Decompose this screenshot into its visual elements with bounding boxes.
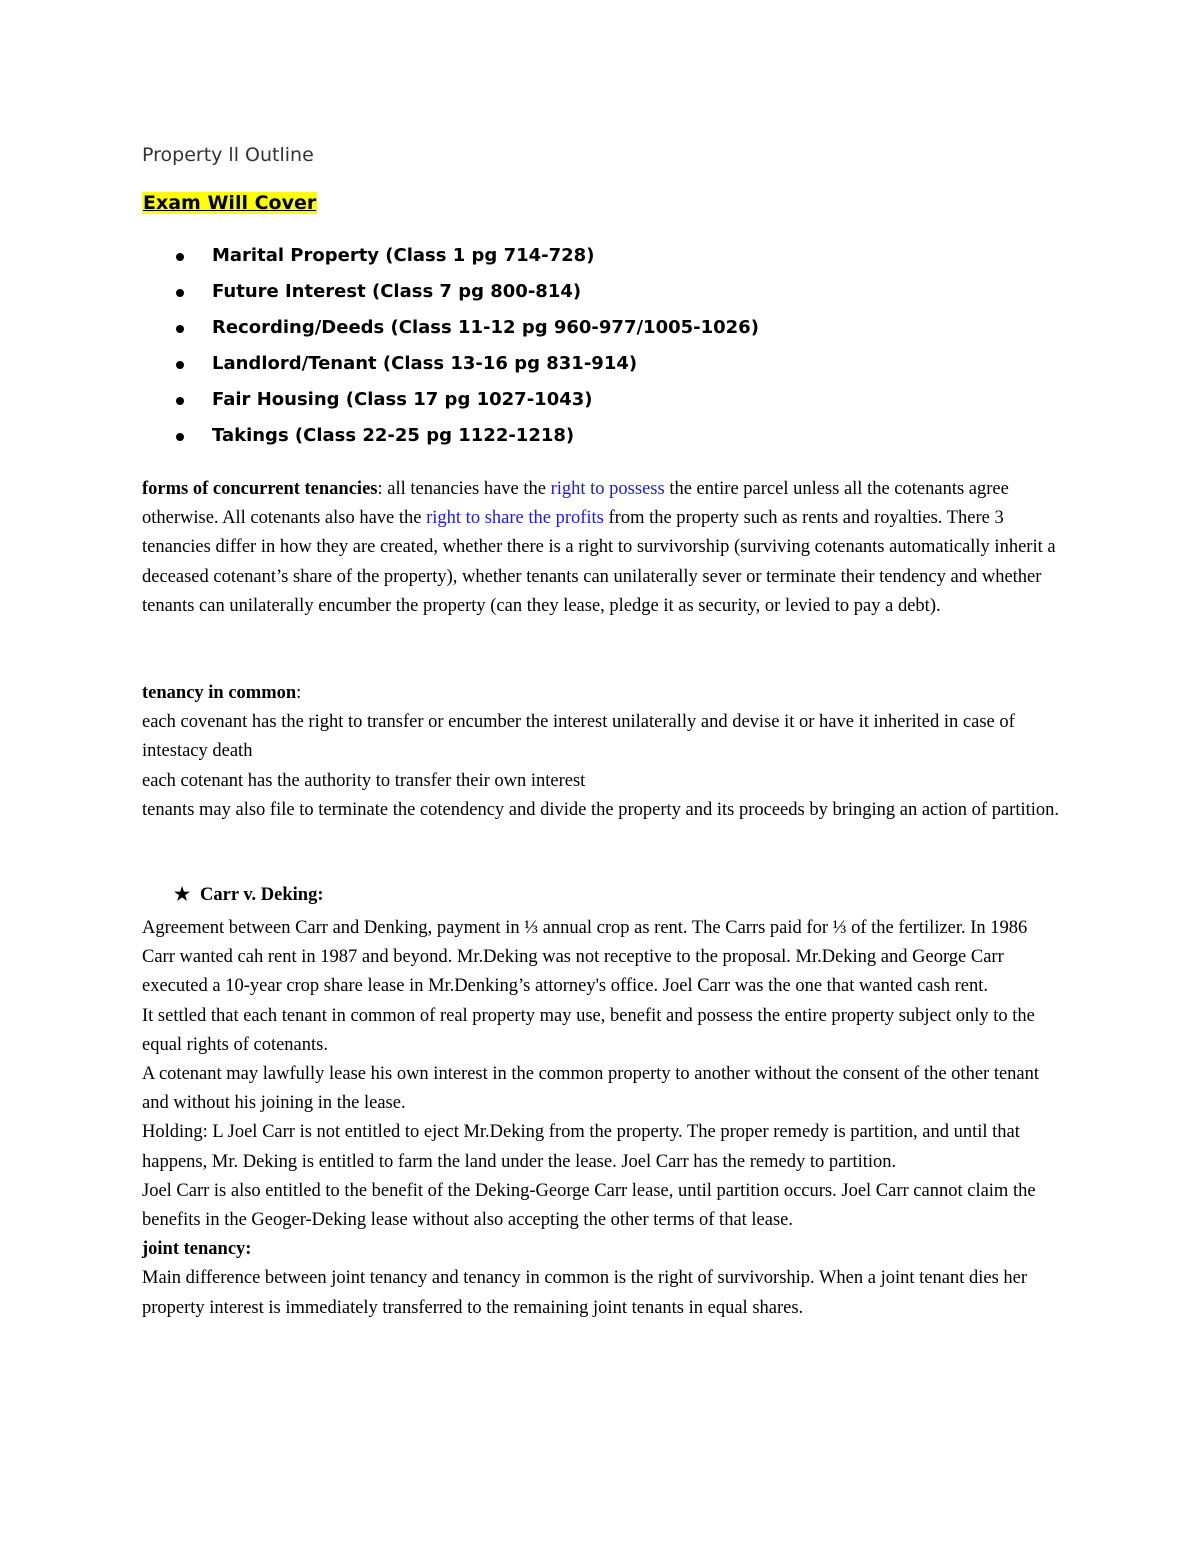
case-heading: [142, 884, 324, 906]
list-item: Marital Property (Class 1 pg 714-728): [142, 240, 759, 276]
tic-line: each cotenant has the authority to transfer their own interest: [142, 770, 586, 791]
list-item: Fair Housing (Class 17 pg 1027-1043): [142, 384, 759, 420]
concurrent-tenancies-paragraph: forms of concurrent tenancies: all tenancies have the right to possess the entire parcel unless all the cotenants agree otherwise. All cotenants also have the right to share the profits from the property such as rents and royalties. There 3 tenancies differ in how they are created, whether there is a right to survivorship (surviving cotenants automatically inherit a deceased cotenant’s share of the property), whether tenants can unilaterally sever or terminate their tendency and whether tenants can unilaterally encumber the property (can they lease, pledge it as security, or levied to pay a debt).: [142, 479, 1056, 616]
case-paragraph: Agreement between Carr and Denking, payment in ⅓ annual crop as rent. The Carrs paid for ⅓ of the fertilizer. In 1986 Carr wanted cah rent in 1987 and beyond. Mr.Deking was not receptive to the proposal. Mr.Deking and George Carr executed a 10-year crop share lease in Mr.Denking’s attorney's office. Joel Carr was the one that wanted cash rent.: [142, 918, 1028, 997]
star-icon: ★: [174, 884, 191, 904]
case-paragraph: A cotenant may lawfully lease his own interest in the common property to another without the consent of the other tenant and without his joining in the lease.: [142, 1064, 1040, 1114]
joint-tenancy-heading: joint tenancy:: [142, 1239, 252, 1260]
tenancy-in-common-heading: tenancy in common: [142, 683, 297, 703]
tic-line: each covenant has the right to transfer or encumber the interest unilaterally and devise it or have it inherited in case of intestacy death: [142, 712, 1015, 762]
list-item: Recording/Deeds (Class 11-12 pg 960-977/1005-1026): [142, 312, 759, 348]
list-item: Landlord/Tenant (Class 13-16 pg 831-914): [142, 348, 759, 384]
document-title: Property ll Outline: [142, 144, 314, 166]
concurrent-tenancies-term: forms of concurrent tenancies: [142, 479, 378, 499]
right-to-possess-highlight: right to possess: [550, 479, 665, 499]
exam-heading: [142, 192, 317, 214]
case-name: Carr v. Deking:: [200, 885, 324, 905]
tenancy-in-common-section: tenancy in common: each covenant has the right to transfer or encumber the interest unilaterally and devise it or have it inherited in case of intestacy death each cotenant has the authority to transfer their own interest tenants may also file to terminate the cotendency and divide the property and its proceeds by bringing an action of partition.: [142, 683, 1060, 820]
bullet-icon: [176, 253, 184, 261]
bullet-icon: [176, 433, 184, 441]
exam-topic-list: [142, 240, 759, 456]
exam-heading-text: Exam Will Cover: [143, 192, 317, 214]
list-item: Future Interest (Class 7 pg 800-814): [142, 276, 759, 312]
case-paragraph: It settled that each tenant in common of real property may use, benefit and possess the entire property subject only to the equal rights of cotenants.: [142, 1005, 1035, 1055]
bullet-icon: [176, 397, 184, 405]
bullet-icon: [176, 325, 184, 333]
case-paragraph: Holding: L Joel Carr is not entitled to eject Mr.Deking from the property. The proper remedy is partition, and until that happens, Mr. Deking is entitled to farm the land under the lease. Joel Carr has the remedy to partition.: [142, 1122, 1020, 1172]
bullet-icon: [176, 361, 184, 369]
list-item: Takings (Class 22-25 pg 1122-1218): [142, 420, 759, 456]
case-paragraph: Joel Carr is also entitled to the benefit of the Deking-George Carr lease, until partition occurs. Joel Carr cannot claim the benefits in the Geoger-Deking lease without also accepting the other terms of that lease.: [142, 1180, 1036, 1231]
right-to-share-profits-highlight: right to share the profits: [426, 508, 604, 529]
tic-line: tenants may also file to terminate the cotendency and divide the property and its proceeds by bringing an action of partition.: [142, 799, 1060, 820]
joint-tenancy-paragraph: Main difference between joint tenancy and tenancy in common is the right of survivorship. When a joint tenant dies her property interest is immediately transferred to the remaining joint tenants in equal shares.: [142, 1268, 1028, 1318]
case-body: [142, 914, 1060, 1323]
bullet-icon: [176, 289, 184, 297]
